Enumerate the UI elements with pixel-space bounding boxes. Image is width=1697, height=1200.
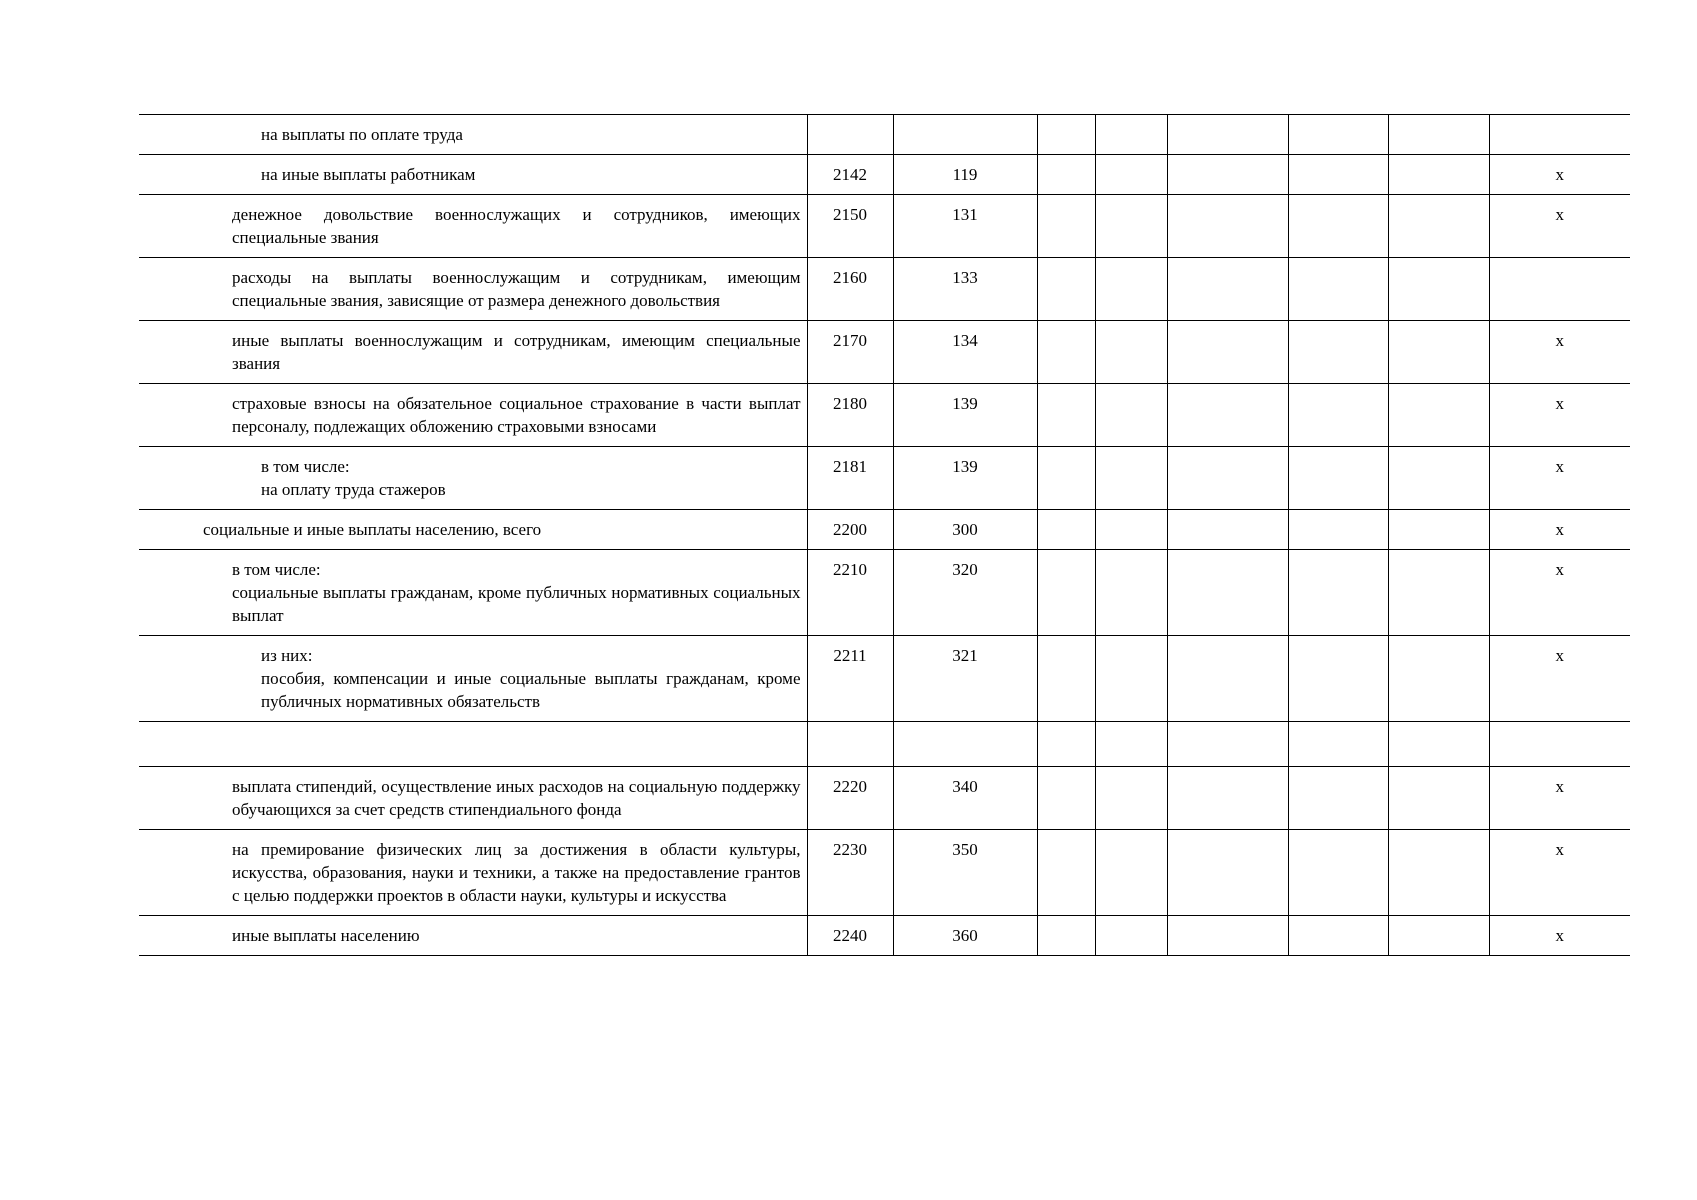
value-cell xyxy=(1288,722,1388,767)
value-cell xyxy=(1167,767,1288,830)
value-cell xyxy=(1037,258,1095,321)
description-line: из них: xyxy=(261,646,313,665)
value-cell xyxy=(1288,195,1388,258)
value-cell xyxy=(1388,195,1489,258)
description-line: социальные и иные выплаты населению, всего xyxy=(203,520,542,539)
value-cell xyxy=(1388,321,1489,384)
value-cell xyxy=(1167,550,1288,636)
row-kosgu-code: 350 xyxy=(893,830,1037,916)
value-cell xyxy=(1167,636,1288,722)
table-body xyxy=(139,115,1630,956)
row-description xyxy=(139,722,807,767)
row-code: 2230 xyxy=(807,830,893,916)
value-cell xyxy=(1037,115,1095,155)
row-code: 2211 xyxy=(807,636,893,722)
table-row xyxy=(139,636,1630,722)
value-cell xyxy=(1037,636,1095,722)
value-cell xyxy=(1037,155,1095,195)
row-kosgu-code: 139 xyxy=(893,384,1037,447)
row-x-marker xyxy=(1489,115,1630,155)
table-row xyxy=(139,767,1630,830)
table-row xyxy=(139,321,1630,384)
value-cell xyxy=(1288,830,1388,916)
description-line: на выплаты по оплате труда xyxy=(261,125,463,144)
value-cell xyxy=(1288,636,1388,722)
row-code: 2181 xyxy=(807,447,893,510)
value-cell xyxy=(1388,384,1489,447)
table-row xyxy=(139,115,1630,155)
row-description xyxy=(139,767,807,830)
row-x-marker: x xyxy=(1489,636,1630,722)
value-cell xyxy=(1167,384,1288,447)
value-cell xyxy=(1095,722,1167,767)
value-cell xyxy=(1037,916,1095,956)
row-x-marker: x xyxy=(1489,195,1630,258)
value-cell xyxy=(1167,155,1288,195)
table-row xyxy=(139,384,1630,447)
value-cell xyxy=(1037,195,1095,258)
description-line: на премирование физических лиц за достижения в области культуры, искусства, образования, науки и техники, а также на предоставление грантов с целью поддержки проектов в области науки, культуры и искусства xyxy=(232,840,801,905)
value-cell xyxy=(1388,155,1489,195)
row-x-marker xyxy=(1489,722,1630,767)
row-description xyxy=(139,636,807,722)
description-line: денежное довольствие военнослужащих и сотрудников, имеющих специальные звания xyxy=(232,205,801,247)
table-row xyxy=(139,195,1630,258)
value-cell xyxy=(1167,447,1288,510)
row-kosgu-code: 300 xyxy=(893,510,1037,550)
value-cell xyxy=(1288,258,1388,321)
row-description xyxy=(139,155,807,195)
table-row xyxy=(139,155,1630,195)
description-line: социальные выплаты гражданам, кроме публичных нормативных социальных выплат xyxy=(232,583,801,625)
table-row xyxy=(139,258,1630,321)
value-cell xyxy=(1288,321,1388,384)
row-kosgu-code xyxy=(893,722,1037,767)
description-line: иные выплаты населению xyxy=(232,926,420,945)
value-cell xyxy=(1095,195,1167,258)
value-cell xyxy=(1388,767,1489,830)
value-cell xyxy=(1288,115,1388,155)
table-row xyxy=(139,722,1630,767)
value-cell xyxy=(1095,447,1167,510)
value-cell xyxy=(1095,916,1167,956)
description-line: пособия, компенсации и иные социальные выплаты гражданам, кроме публичных нормативных обязательств xyxy=(261,669,801,711)
value-cell xyxy=(1167,115,1288,155)
description-line: расходы на выплаты военнослужащим и сотрудникам, имеющим специальные звания, зависящие от размера денежного довольствия xyxy=(232,268,801,310)
value-cell xyxy=(1037,510,1095,550)
row-description xyxy=(139,195,807,258)
value-cell xyxy=(1388,722,1489,767)
value-cell xyxy=(1167,510,1288,550)
value-cell xyxy=(1037,384,1095,447)
value-cell xyxy=(1167,195,1288,258)
row-code xyxy=(807,722,893,767)
value-cell xyxy=(1288,916,1388,956)
value-cell xyxy=(1388,916,1489,956)
row-code: 2170 xyxy=(807,321,893,384)
value-cell xyxy=(1288,447,1388,510)
row-code: 2142 xyxy=(807,155,893,195)
row-description xyxy=(139,550,807,636)
value-cell xyxy=(1095,830,1167,916)
value-cell xyxy=(1167,830,1288,916)
row-x-marker: x xyxy=(1489,510,1630,550)
value-cell xyxy=(1095,636,1167,722)
row-x-marker xyxy=(1489,258,1630,321)
value-cell xyxy=(1388,830,1489,916)
row-description xyxy=(139,510,807,550)
row-code: 2180 xyxy=(807,384,893,447)
value-cell xyxy=(1095,155,1167,195)
row-description xyxy=(139,384,807,447)
row-kosgu-code: 321 xyxy=(893,636,1037,722)
row-code xyxy=(807,115,893,155)
value-cell xyxy=(1167,258,1288,321)
value-cell xyxy=(1095,510,1167,550)
value-cell xyxy=(1167,321,1288,384)
value-cell xyxy=(1095,115,1167,155)
description-line: в том числе: xyxy=(261,457,350,476)
value-cell xyxy=(1388,636,1489,722)
row-code: 2220 xyxy=(807,767,893,830)
value-cell xyxy=(1167,916,1288,956)
value-cell xyxy=(1095,767,1167,830)
description-line: выплата стипендий, осуществление иных расходов на социальную поддержку обучающихся за счет средств стипендиального фонда xyxy=(232,777,801,819)
value-cell xyxy=(1288,155,1388,195)
row-kosgu-code: 340 xyxy=(893,767,1037,830)
table-row xyxy=(139,550,1630,636)
row-kosgu-code: 134 xyxy=(893,321,1037,384)
row-description xyxy=(139,115,807,155)
value-cell xyxy=(1095,258,1167,321)
value-cell xyxy=(1288,384,1388,447)
description-line: на иные выплаты работникам xyxy=(261,165,476,184)
row-kosgu-code: 320 xyxy=(893,550,1037,636)
value-cell xyxy=(1095,384,1167,447)
row-description xyxy=(139,916,807,956)
row-description xyxy=(139,258,807,321)
row-kosgu-code: 133 xyxy=(893,258,1037,321)
row-x-marker: x xyxy=(1489,155,1630,195)
row-kosgu-code: 360 xyxy=(893,916,1037,956)
value-cell xyxy=(1288,510,1388,550)
value-cell xyxy=(1388,115,1489,155)
value-cell xyxy=(1388,510,1489,550)
value-cell xyxy=(1037,722,1095,767)
row-x-marker: x xyxy=(1489,916,1630,956)
value-cell xyxy=(1037,321,1095,384)
value-cell xyxy=(1288,550,1388,636)
value-cell xyxy=(1037,767,1095,830)
table-row xyxy=(139,916,1630,956)
value-cell xyxy=(1388,258,1489,321)
table-row xyxy=(139,510,1630,550)
row-description xyxy=(139,830,807,916)
value-cell xyxy=(1388,550,1489,636)
description-line: страховые взносы на обязательное социальное страхование в части выплат персоналу, подлежащих обложению страховыми взносами xyxy=(232,394,801,436)
row-x-marker: x xyxy=(1489,830,1630,916)
value-cell xyxy=(1288,767,1388,830)
row-code: 2160 xyxy=(807,258,893,321)
row-kosgu-code: 119 xyxy=(893,155,1037,195)
row-code: 2150 xyxy=(807,195,893,258)
description-line: в том числе: xyxy=(232,560,321,579)
value-cell xyxy=(1037,447,1095,510)
value-cell xyxy=(1037,550,1095,636)
row-description xyxy=(139,321,807,384)
row-code: 2200 xyxy=(807,510,893,550)
row-x-marker: x xyxy=(1489,550,1630,636)
description-line: иные выплаты военнослужащим и сотрудникам, имеющим специальные звания xyxy=(232,331,801,373)
value-cell xyxy=(1388,447,1489,510)
row-kosgu-code: 139 xyxy=(893,447,1037,510)
value-cell xyxy=(1167,722,1288,767)
row-description xyxy=(139,447,807,510)
row-x-marker: x xyxy=(1489,321,1630,384)
table-row xyxy=(139,830,1630,916)
row-code: 2240 xyxy=(807,916,893,956)
expense-table xyxy=(139,114,1630,956)
value-cell xyxy=(1095,550,1167,636)
value-cell xyxy=(1095,321,1167,384)
row-x-marker: x xyxy=(1489,384,1630,447)
row-kosgu-code xyxy=(893,115,1037,155)
description-line: на оплату труда стажеров xyxy=(261,480,446,499)
value-cell xyxy=(1037,830,1095,916)
row-kosgu-code: 131 xyxy=(893,195,1037,258)
row-x-marker: x xyxy=(1489,767,1630,830)
row-code: 2210 xyxy=(807,550,893,636)
table-row xyxy=(139,447,1630,510)
row-x-marker: x xyxy=(1489,447,1630,510)
